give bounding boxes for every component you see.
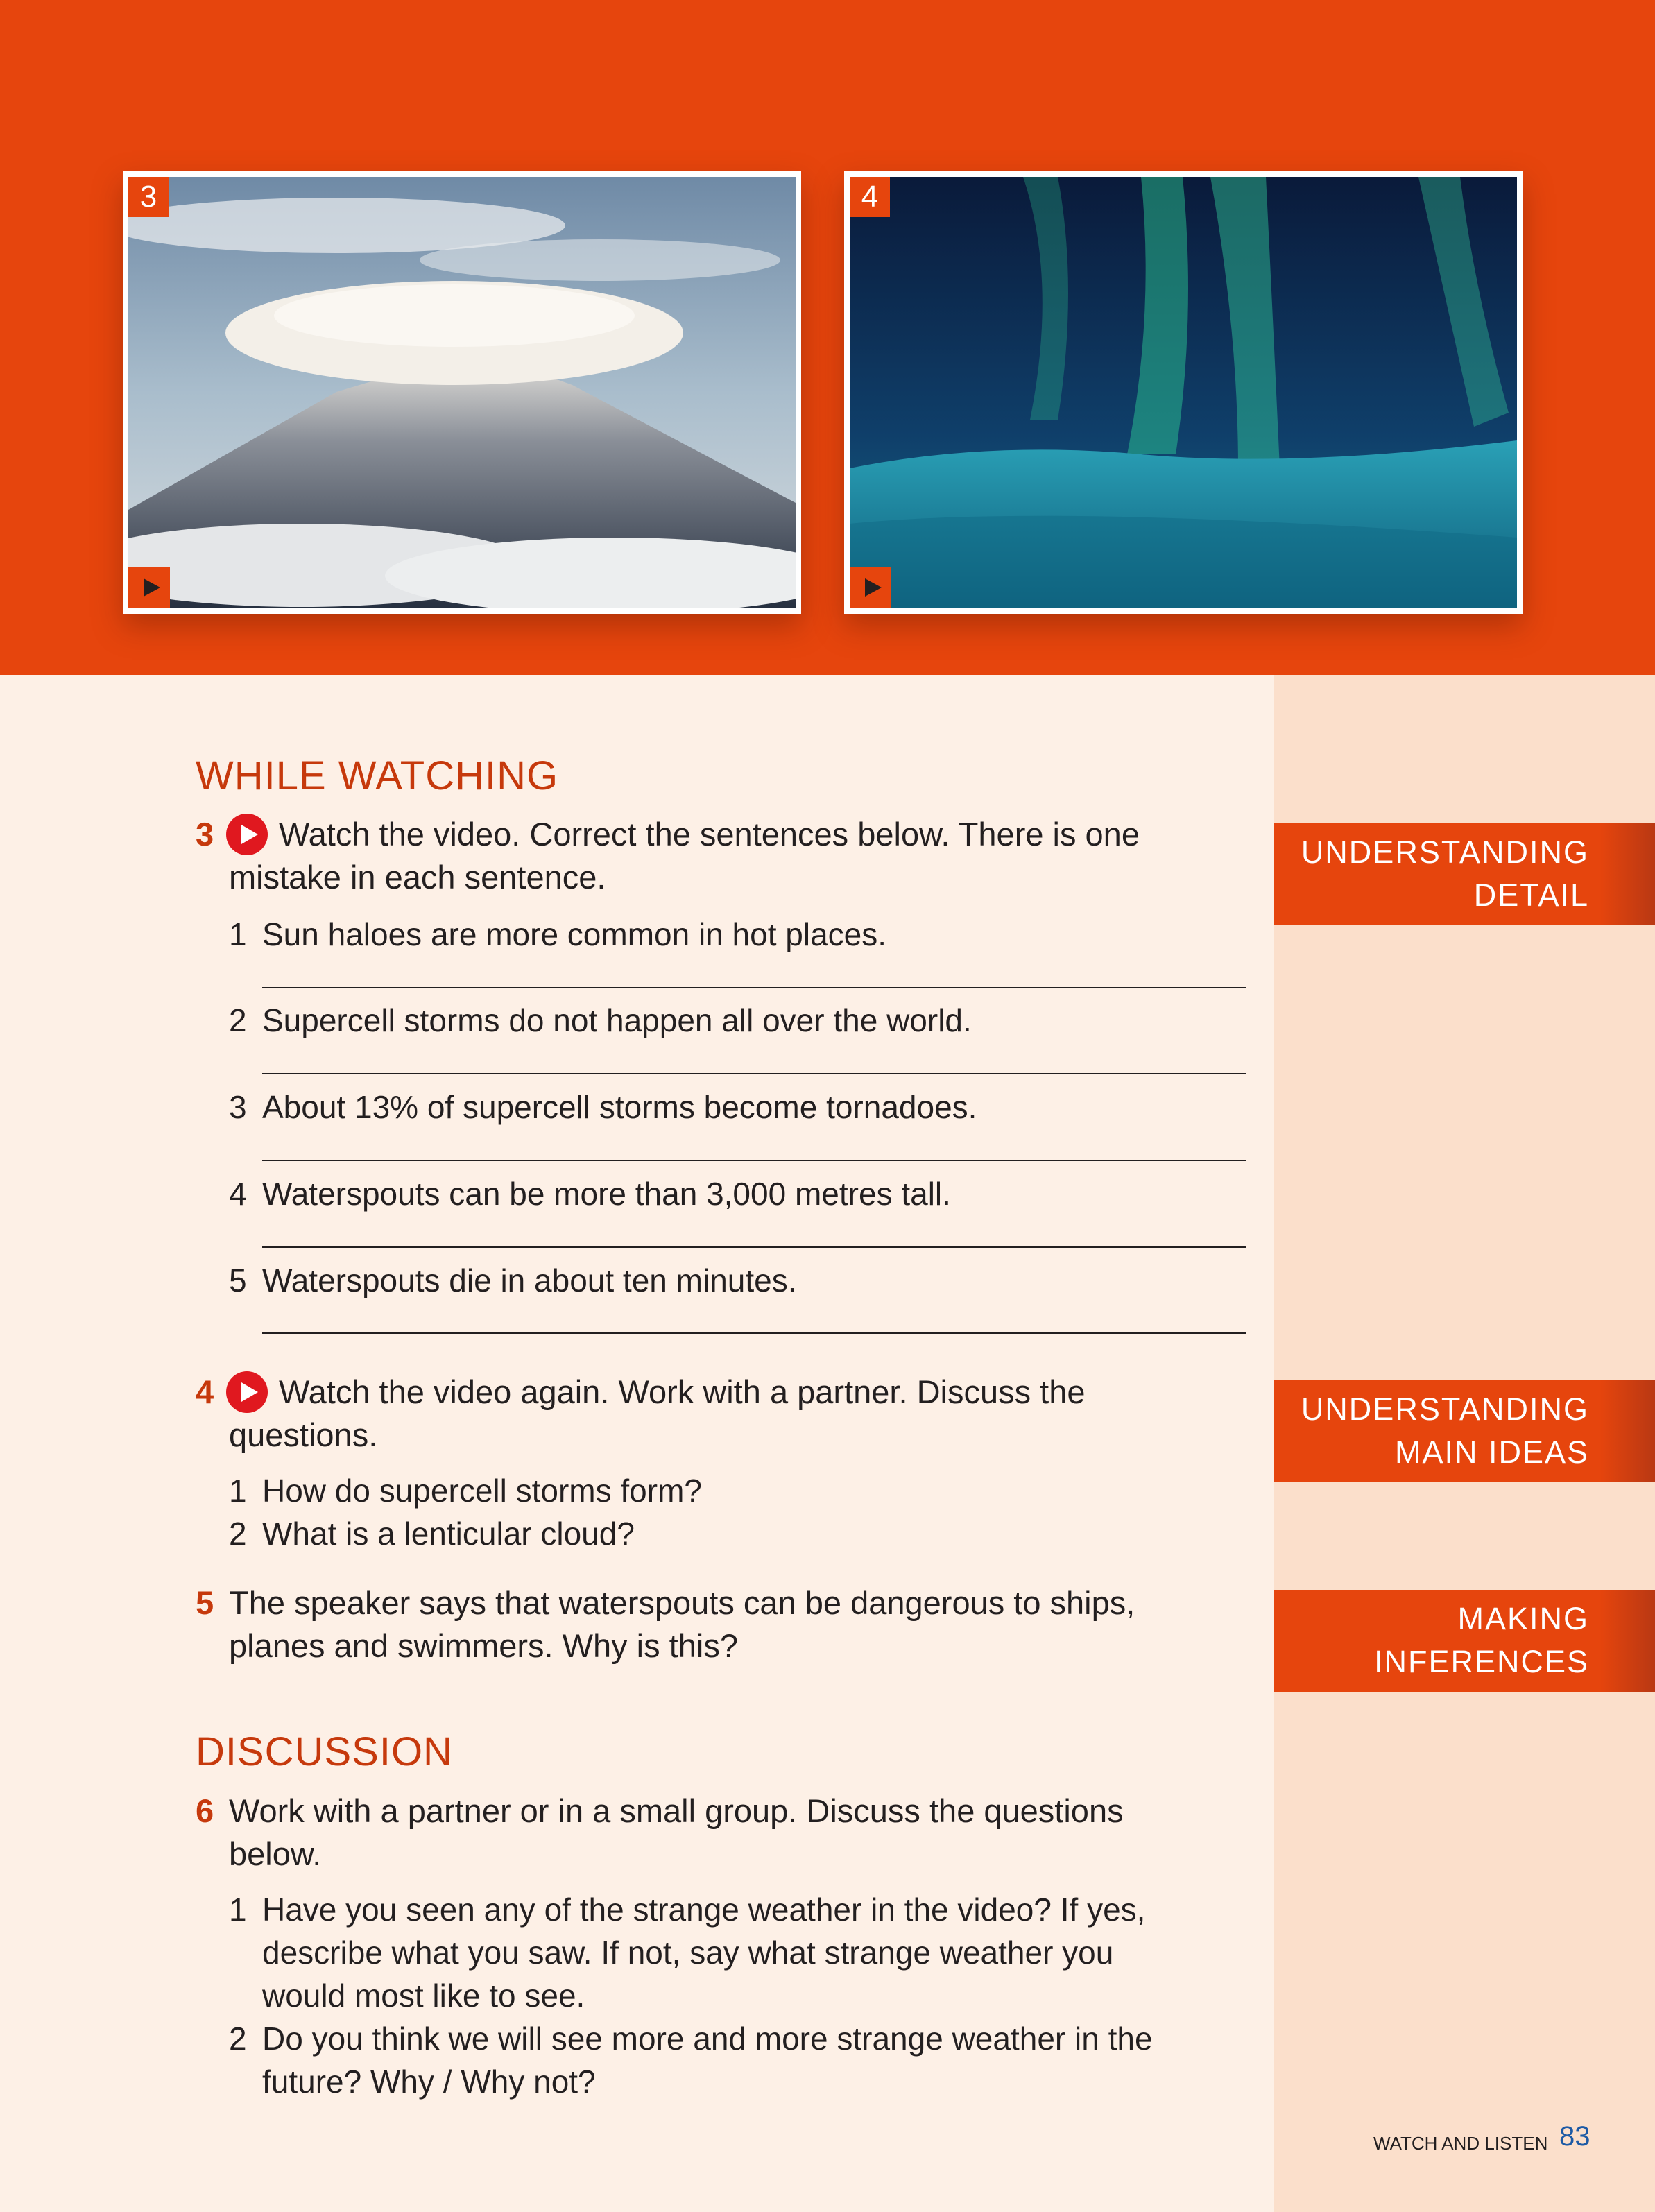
exercise-number: 3 (196, 816, 214, 852)
aurora-landscape-image (850, 177, 1517, 608)
lenticular-cloud-mountain-image (128, 177, 796, 608)
question-item-line: Have you seen any of the strange weather in the video? If yes, (262, 1892, 1146, 1928)
discussion-heading: DISCUSSION (196, 1729, 453, 1774)
tab-label-line1: UNDERSTANDING (1301, 834, 1589, 870)
exercise-4-instruction-line2: questions. (229, 1416, 378, 1453)
photo-3 (123, 171, 801, 614)
exercise-6-instruction-line2: below. (229, 1835, 322, 1872)
question-item-line: future? Why / Why not? (262, 2064, 596, 2100)
video-icon[interactable] (226, 1371, 268, 1413)
exercise-number: 4 (196, 1373, 214, 1410)
item-number: 1 (229, 916, 247, 952)
sentence-item: Waterspouts die in about ten minutes. (262, 1262, 797, 1298)
tab-label-line2: MAIN IDEAS (1394, 1434, 1589, 1470)
tab-understanding-main-ideas (1274, 1380, 1655, 1482)
video-icon[interactable] (226, 814, 268, 855)
tab-label-line2: INFERENCES (1373, 1644, 1589, 1679)
photo-number: 4 (850, 177, 890, 217)
exercise-number: 6 (196, 1792, 214, 1829)
question-item-line: would most like to see. (262, 1978, 585, 2014)
item-number: 4 (229, 1176, 247, 1212)
photo-4 (844, 171, 1523, 614)
item-number: 5 (229, 1262, 247, 1298)
answer-line[interactable] (262, 1073, 1246, 1074)
sentence-item: Supercell storms do not happen all over the world. (262, 1002, 972, 1038)
sentence-item: About 13% of supercell storms become tornadoes. (262, 1089, 977, 1125)
exercise-5-instruction-line2: planes and swimmers. Why is this? (229, 1627, 738, 1664)
photo-number: 3 (128, 177, 169, 217)
answer-line[interactable] (262, 1246, 1246, 1248)
item-number: 1 (229, 1892, 247, 1928)
item-number: 2 (229, 1516, 247, 1552)
item-number: 2 (229, 1002, 247, 1038)
question-item-line: Do you think we will see more and more strange weather in the (262, 2021, 1153, 2057)
exercise-6-instruction-line1: Work with a partner or in a small group. Discuss the questions (229, 1792, 1124, 1829)
play-icon[interactable] (850, 567, 891, 608)
sentence-item: Waterspouts can be more than 3,000 metres tall. (262, 1176, 951, 1212)
answer-line[interactable] (262, 1160, 1246, 1161)
item-number: 2 (229, 2021, 247, 2057)
tab-label-line2: DETAIL (1473, 877, 1589, 913)
question-item-line: describe what you saw. If not, say what strange weather you (262, 1935, 1114, 1971)
exercise-3-instruction-line1: Watch the video. Correct the sentences below. There is one (279, 816, 1140, 852)
exercise-number: 5 (196, 1584, 214, 1621)
page-number: 83 (1559, 2121, 1590, 2152)
item-number: 1 (229, 1473, 247, 1509)
answer-line[interactable] (262, 1332, 1246, 1334)
answer-line[interactable] (262, 987, 1246, 988)
play-icon[interactable] (128, 567, 170, 608)
exercise-4-instruction-line1: Watch the video again. Work with a partner. Discuss the (279, 1373, 1086, 1410)
question-item: How do supercell storms form? (262, 1473, 702, 1509)
tab-label-line1: UNDERSTANDING (1301, 1391, 1589, 1427)
question-item: What is a lenticular cloud? (262, 1516, 635, 1552)
tab-understanding-detail (1274, 823, 1655, 925)
tab-label-line1: MAKING (1457, 1601, 1589, 1636)
tab-making-inferences (1274, 1590, 1655, 1692)
sentence-item: Sun haloes are more common in hot places. (262, 916, 887, 952)
running-footer: WATCH AND LISTEN (1373, 2133, 1548, 2154)
exercise-5-instruction-line1: The speaker says that waterspouts can be dangerous to ships, (229, 1584, 1135, 1621)
item-number: 3 (229, 1089, 247, 1125)
exercise-3-instruction-line2: mistake in each sentence. (229, 859, 606, 895)
while-watching-heading: WHILE WATCHING (196, 753, 559, 798)
